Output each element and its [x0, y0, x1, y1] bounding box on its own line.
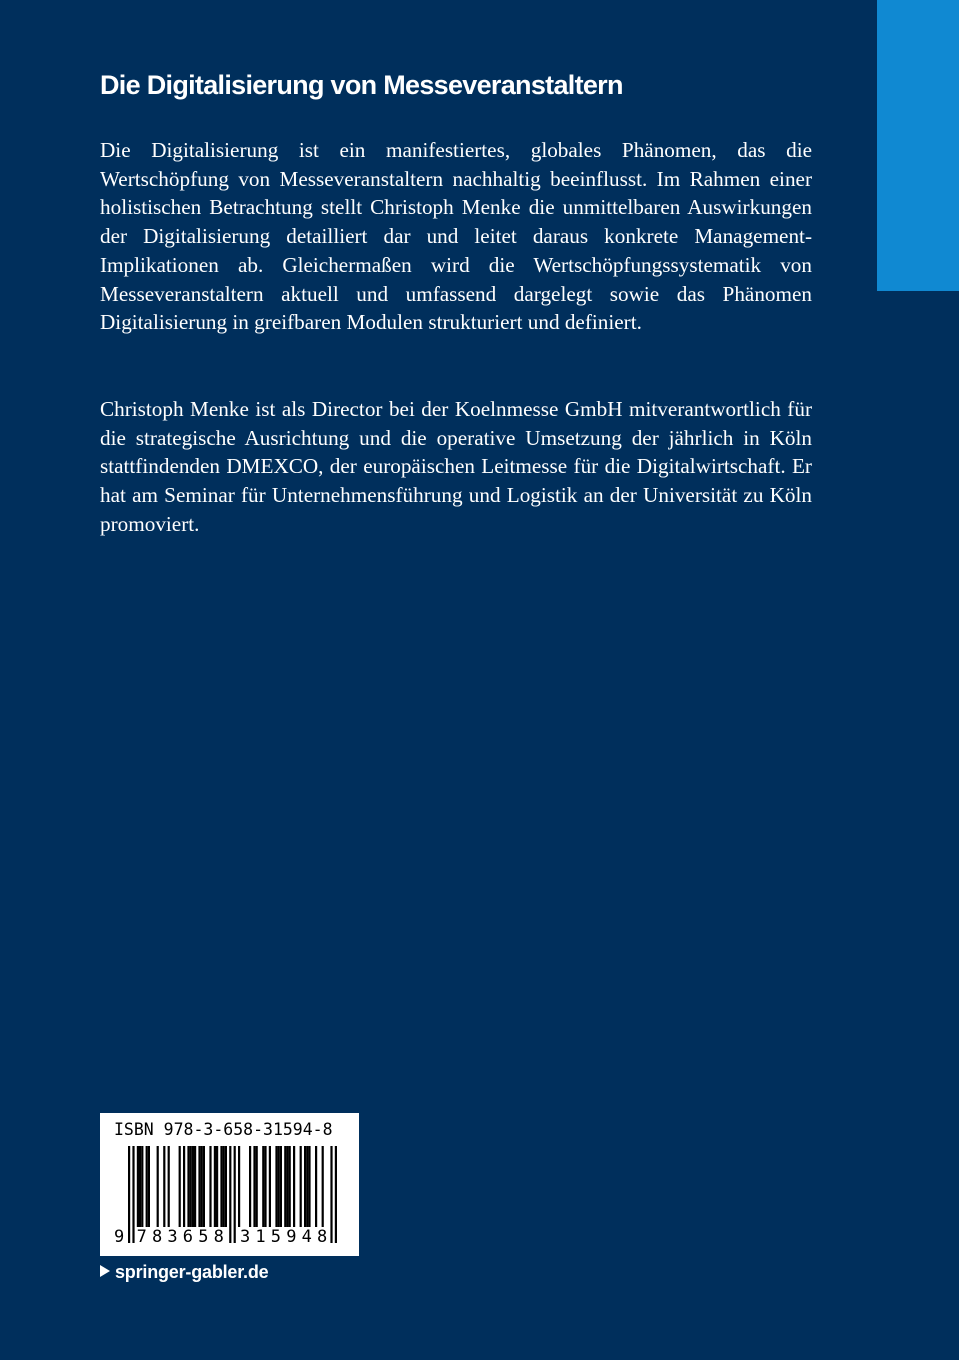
barcode-bar — [148, 1146, 150, 1227]
publisher-link[interactable] — [100, 1262, 268, 1283]
barcode-bar — [269, 1146, 271, 1227]
barcode-digit: 1 — [255, 1227, 266, 1247]
author-bio: Christoph Menke ist als Director bei der Koelnmesse GmbH mitverantwortlich für die strategische Ausrichtung und die operative Umsetzung der jährlich in Köln stattfindenden DMEXCO, der europäischen Leitmesse für die Digitalwirtschaft. Er hat am Seminar für Unternehmensführung und Logistik an der Universität zu Köln promoviert. — [100, 397, 812, 536]
barcode-bar — [214, 1146, 216, 1227]
barcode-digit: 8 — [213, 1227, 224, 1247]
barcode-bar — [192, 1146, 194, 1227]
barcode-bar — [306, 1146, 308, 1227]
barcode-bar — [315, 1146, 317, 1227]
barcode-digit: 8 — [317, 1227, 328, 1247]
barcode-bar — [216, 1146, 218, 1227]
barcode-digits — [100, 1227, 359, 1251]
barcode-bar — [249, 1146, 251, 1227]
barcode-bar — [163, 1146, 165, 1227]
barcode-bar — [308, 1146, 310, 1227]
barcode-bar — [304, 1146, 306, 1227]
barcode-bar — [293, 1146, 295, 1227]
barcode-bar — [137, 1146, 139, 1227]
barcode-bar — [198, 1146, 200, 1227]
barcode-bar — [194, 1146, 196, 1227]
barcode-bar — [139, 1146, 141, 1227]
barcode-bar — [187, 1146, 189, 1227]
barcode-bar — [253, 1146, 255, 1227]
barcode-bar — [203, 1146, 205, 1227]
barcode-bar — [201, 1146, 203, 1227]
barcode-digit: 6 — [182, 1227, 194, 1247]
isbn-label: ISBN 978-3-658-31594-8 — [114, 1120, 333, 1139]
barcode-bar — [256, 1146, 258, 1227]
triangle-right-icon — [100, 1265, 110, 1277]
barcode-bar — [284, 1146, 286, 1227]
barcode-digit: 9 — [286, 1227, 297, 1247]
barcode-bar — [220, 1146, 222, 1227]
barcode-bar — [280, 1146, 282, 1227]
barcode-bar — [146, 1146, 148, 1227]
barcode-bar — [289, 1146, 291, 1227]
barcode-bar — [183, 1146, 185, 1227]
barcode-bar — [262, 1146, 264, 1227]
barcode-digit: 7 — [136, 1227, 147, 1247]
barcode-bar — [209, 1146, 211, 1227]
barcode-digit: 5 — [198, 1227, 209, 1247]
barcode-bar — [300, 1146, 302, 1227]
barcode-bar — [157, 1146, 159, 1227]
barcode-digit: 8 — [152, 1227, 163, 1247]
book-title: Die Digitalisierung von Messeveranstaltern — [100, 70, 623, 100]
barcode-bar — [264, 1146, 266, 1227]
barcode-bar — [168, 1146, 170, 1227]
barcode-digit: 9 — [114, 1227, 125, 1247]
publisher-url: springer-gabler.de — [115, 1262, 269, 1282]
barcode-bar — [278, 1146, 280, 1227]
barcode-bar — [179, 1146, 181, 1227]
barcode-bar — [275, 1146, 277, 1227]
barcode-digit: 4 — [301, 1227, 312, 1247]
barcode-bar — [238, 1146, 240, 1227]
accent-bar — [877, 0, 959, 291]
barcode-bar — [223, 1146, 225, 1227]
barcode-digit: 3 — [167, 1227, 178, 1247]
barcode-digit: 5 — [270, 1227, 282, 1247]
book-description: Die Digitalisierung ist ein manifestiertes, globales Phänomen, das die Wertschöpfung von Messeveranstaltern nachhaltig beeinflusst. Im Rahmen einer holistischen Betrachtung stellt Christoph Menke die unmittelbaren Auswirkungen der Digitalisierung detailliert dar und leitet daraus konkrete Management-Implikationen ab. Gleichermaßen wird die Wertschöpfungssystematik von Messeveranstaltern aktuell und umfassend dargelegt sowie das Phänomen Digitalisierung in greifbaren Modulen strukturiert und definiert. — [100, 138, 812, 335]
isbn-barcode — [100, 1113, 359, 1256]
barcode-bar — [141, 1146, 143, 1227]
barcode-bar — [286, 1146, 288, 1227]
barcode-bar — [322, 1146, 324, 1227]
barcode-bar — [190, 1146, 192, 1227]
barcode-digit: 3 — [240, 1227, 251, 1247]
barcode-bar — [225, 1146, 227, 1227]
